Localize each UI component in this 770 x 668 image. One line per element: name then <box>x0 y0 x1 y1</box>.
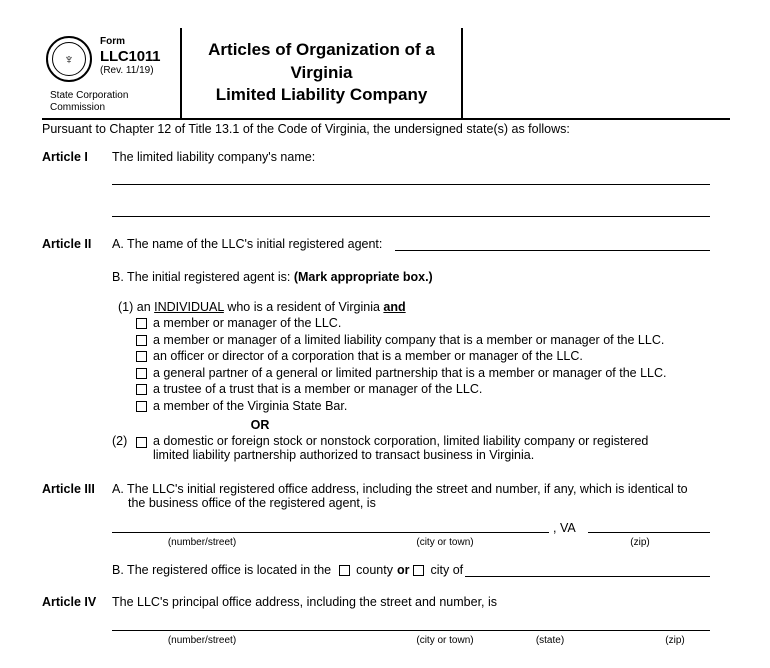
article-4-caption-city-town: (city or town) <box>416 635 474 646</box>
article-4-text: The LLC's principal office address, including the street and number, is <box>112 595 498 609</box>
article-3-row <box>42 482 730 510</box>
article-3-b-county-label: county <box>356 563 393 577</box>
article-3-label: Article III <box>42 482 95 496</box>
state-seal-icon <box>46 36 92 82</box>
form-title-line-1: Articles of Organization of a Virginia <box>208 39 435 82</box>
checkbox-icon[interactable] <box>136 318 147 329</box>
agency-name <box>46 90 128 114</box>
checkbox-option-2[interactable] <box>136 333 666 347</box>
form-meta <box>100 36 160 76</box>
article-3-b-text-start: B. The registered office is located in the <box>112 563 332 577</box>
city-checkbox-icon[interactable] <box>413 565 424 576</box>
article-2-checkbox-list <box>136 316 666 415</box>
article-2-option-1-mid: who is a resident of Virginia <box>223 300 384 314</box>
checkbox-icon[interactable] <box>136 437 147 448</box>
agency-line-2: Commission <box>50 102 106 113</box>
article-4-caption-zip: (zip) <box>665 635 685 646</box>
form-word-label: Form <box>100 36 125 47</box>
article-2-b-text-plain: B. The initial registered agent is: <box>112 270 294 284</box>
article-2-agent-name-line[interactable] <box>395 250 710 251</box>
header-seal-cell <box>42 28 180 118</box>
article-4-label: Article IV <box>42 595 97 609</box>
checkbox-option-4-label: a general partner of a general or limited partnership that is a member or manager of the LLC. <box>153 365 667 380</box>
checkbox-icon[interactable] <box>136 384 147 395</box>
article-3-state-label: , VA <box>553 521 576 535</box>
form-header <box>42 28 730 120</box>
article-2-option-2-line-1: a domestic or foreign stock or nonstock corporation, limited liability company or registered <box>153 434 649 448</box>
article-2-row <box>42 237 730 251</box>
checkbox-option-4[interactable] <box>136 366 666 380</box>
article-1-name-line-2[interactable] <box>112 216 710 217</box>
article-3-caption-city-town: (city or town) <box>416 537 474 548</box>
article-3-a-line-2: the business office of the registered agent, is <box>128 496 376 510</box>
checkbox-option-1-label: a member or manager of the LLC. <box>153 316 342 330</box>
checkbox-option-6[interactable] <box>136 399 666 413</box>
article-2-option-2[interactable] <box>112 434 648 462</box>
article-3-zip-line[interactable] <box>588 532 710 533</box>
article-3-address-line[interactable] <box>112 532 549 533</box>
article-3-caption-number-street: (number/street) <box>167 537 237 548</box>
seal-figure-icon: ♆ <box>63 51 75 67</box>
article-2-option-1-underline: INDIVIDUAL <box>154 300 224 314</box>
article-2-a-text: A. The name of the LLC's initial registered agent: <box>112 237 383 251</box>
header-blank-cell <box>463 28 730 118</box>
article-1-row <box>42 150 730 164</box>
article-2-option-1-prefix: (1) an <box>118 300 155 314</box>
form-title-line-2: Limited Liability Company <box>215 85 428 105</box>
checkbox-option-5-label: a trustee of a trust that is a member or manager of the LLC. <box>153 382 483 396</box>
checkbox-option-1[interactable] <box>136 316 666 330</box>
intro-text: Pursuant to Chapter 12 of Title 13.1 of the Code of Virginia, the undersigned state(s) as follows: <box>42 122 570 136</box>
article-3-b-or-label: or <box>396 563 410 577</box>
checkbox-option-3[interactable] <box>136 349 666 363</box>
article-2-b-text-bold: (Mark appropriate box.) <box>293 270 433 284</box>
checkbox-option-3-label: an officer or director of a corporation that is a member or manager of the LLC. <box>153 349 583 363</box>
form-title <box>180 28 463 118</box>
article-2-label: Article II <box>42 237 92 251</box>
article-2-b-text <box>112 270 433 284</box>
article-3-b-locality-line[interactable] <box>465 576 710 577</box>
article-2-option-2-number: (2) <box>112 434 128 448</box>
article-4-caption-number-street: (number/street) <box>167 635 237 646</box>
checkbox-icon[interactable] <box>136 368 147 379</box>
county-checkbox-icon[interactable] <box>339 565 350 576</box>
article-1-name-line-1[interactable] <box>112 184 710 185</box>
article-1-label: Article I <box>42 150 88 164</box>
article-2-or-label: OR <box>250 418 270 432</box>
article-4-row <box>42 595 730 609</box>
checkbox-icon[interactable] <box>136 401 147 412</box>
agency-line-1: State Corporation <box>50 90 129 101</box>
article-2-option-1-bold-end: and <box>383 300 406 314</box>
article-3-caption-zip: (zip) <box>630 537 650 548</box>
checkbox-icon[interactable] <box>136 335 147 346</box>
checkbox-option-6-label: a member of the Virginia State Bar. <box>153 398 348 413</box>
article-4-address-line[interactable] <box>112 630 710 631</box>
checkbox-option-5[interactable] <box>136 382 666 396</box>
checkbox-icon[interactable] <box>136 351 147 362</box>
form-number-label: LLC1011 <box>100 47 161 65</box>
article-2-option-2-line-2: limited liability partnership authorized to transact business in Virginia. <box>153 448 535 462</box>
article-3-a-line-1: A. The LLC's initial registered office address, including the street and number, if any, which is identical to <box>112 482 688 496</box>
form-revision-label: (Rev. 11/19) <box>100 64 154 76</box>
article-3-b-row <box>112 563 463 577</box>
article-4-caption-state: (state) <box>535 635 565 646</box>
checkbox-option-2-label: a member or manager of a limited liability company that is a member or manager of the LLC. <box>153 332 665 347</box>
article-2-option-1-heading <box>118 300 406 314</box>
article-1-text: The limited liability company's name: <box>112 150 316 164</box>
article-3-b-city-label: city of <box>430 563 464 577</box>
